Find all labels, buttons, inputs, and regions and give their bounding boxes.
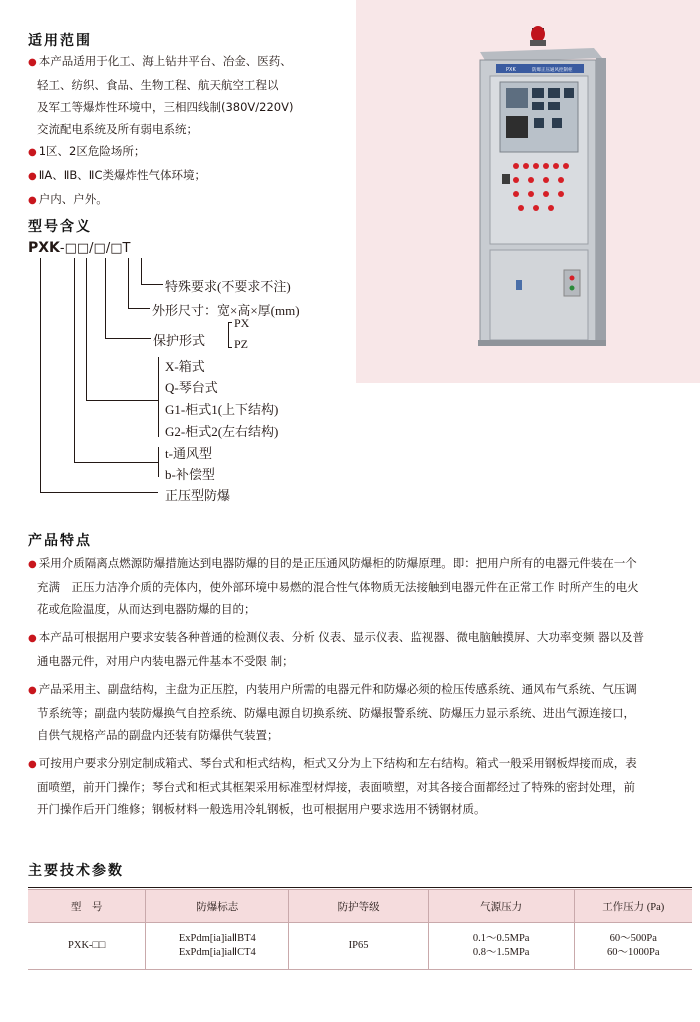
bullet-icon: ● bbox=[28, 559, 37, 570]
label-x: X-箱式 bbox=[165, 359, 205, 374]
label-protection-px: PX bbox=[234, 316, 250, 330]
specs-heading: 主要技术参数 bbox=[28, 863, 124, 879]
col-header: 防护等级 bbox=[289, 890, 428, 923]
label-protection-pz: PZ bbox=[234, 337, 249, 351]
feature-paragraph: ● 产品采用主、副盘结构，主盘为正压腔，内装用户所需的电器元件和防爆必须的检压传感系统、通风布气系统、气压调 节系统等；副盘内装防爆换气自控系统、防爆电源自切换系统、防爆报警系统、防爆压力显示系统、进出气源连接口， 自供气规格产品的副盘内还装有防爆供气装置； bbox=[28, 682, 637, 742]
list-item: ● 1区、2区危险场所； bbox=[28, 144, 146, 158]
bullet-icon: ● bbox=[28, 57, 37, 68]
col-header: 工作压力 (Pa) bbox=[574, 890, 692, 923]
list-item-continuation: 轻工、纺织、食品、生物工程、航天航空工程以 bbox=[37, 78, 279, 92]
label-main: 正压型防爆 bbox=[165, 488, 231, 503]
col-header: 气源压力 bbox=[428, 890, 574, 923]
bullet-icon: ● bbox=[28, 147, 37, 158]
cell-ip: IP65 bbox=[289, 923, 428, 970]
bullet-icon: ● bbox=[28, 633, 37, 644]
list-item-continuation: 交流配电系统及所有弱电系统； bbox=[37, 122, 198, 136]
svg-text:PXK: PXK bbox=[506, 67, 516, 73]
label-g2: G2-柜式2(左右结构) bbox=[165, 424, 279, 439]
cell-model: PXK-□□ bbox=[28, 923, 146, 970]
svg-text:防爆正压通风控制柜: 防爆正压通风控制柜 bbox=[532, 68, 573, 73]
cell-work-pressure: 60～500Pa 60～1000Pa bbox=[574, 923, 692, 970]
model-code-rest: -□□/□/□T bbox=[59, 241, 131, 256]
application-list bbox=[28, 50, 348, 212]
table-header-row bbox=[28, 890, 692, 923]
label-q: Q-琴台式 bbox=[165, 380, 218, 395]
feature-paragraph: ● 采用介质隔离点燃源防爆措施达到电器防爆的目的是正压通风防爆柜的防爆原理。即：把用户所有的电器元件装在一个 充满 正压力洁净介质的壳体内，使外部环境中易燃的混合性气体物质无法接触到电器元件在正常工作 时所产生的电火 花或危险温度，从而达到电器防爆的目的； bbox=[28, 556, 639, 616]
table-row bbox=[28, 923, 692, 970]
cell-air-pressure: 0.1～0.5MPa 0.8～1.5MPa bbox=[428, 923, 574, 970]
list-item-continuation: 及军工等爆炸性环境中，三相四线制(380V/220V) bbox=[37, 100, 294, 114]
model-code-prefix: PXK bbox=[28, 240, 60, 256]
col-header: 防爆标志 bbox=[146, 890, 289, 923]
label-b: b-补偿型 bbox=[165, 467, 215, 482]
bullet-icon: ● bbox=[28, 759, 37, 770]
label-dimensions: 外形尺寸：宽×高×厚(mm) bbox=[152, 303, 300, 318]
label-protection: 保护形式 bbox=[153, 333, 206, 348]
model-code bbox=[28, 240, 130, 256]
label-g1: G1-柜式1(上下结构) bbox=[165, 402, 279, 417]
feature-paragraph: ● 可按用户要求分别定制成箱式、琴台式和柜式结构，柜式又分为上下结构和左右结构。箱式一般采用钢板焊接而成，表 面喷塑，前开门操作；琴台式和柜式其框架采用标准型材焊接，表面喷塑，对其各接合面都经过了特殊的密封处理，前 开门操作后开门维修；钢板材料一般选用冷轧钢板，也可根据用户要求选用不锈钢材质。 bbox=[28, 756, 637, 816]
bullet-icon: ● bbox=[28, 171, 37, 182]
list-item: ● ⅡA、ⅡB、ⅡC类爆炸性气体环境； bbox=[28, 168, 206, 182]
table-top-rule bbox=[28, 887, 692, 888]
model-heading: 型号含义 bbox=[28, 219, 92, 235]
cabinet-illustration bbox=[356, 0, 700, 383]
bullet-icon: ● bbox=[28, 195, 37, 206]
list-item: ● 本产品适用于化工、海上钻井平台、冶金、医药、 bbox=[28, 54, 292, 68]
list-item: ● 户内、户外。 bbox=[28, 192, 108, 206]
product-image-panel bbox=[356, 0, 700, 383]
feature-paragraph: ● 本产品可根据用户要求安装各种普通的检测仪表、分析 仪表、显示仪表、监视器、微电脑触摸屏、大功率变频 器以及普 通电器元件，对用户内装电器元件基本不受限 制； bbox=[28, 630, 645, 668]
label-t: t-通风型 bbox=[165, 446, 212, 461]
bullet-icon: ● bbox=[28, 685, 37, 696]
label-special: 特殊要求(不要求不注) bbox=[165, 279, 291, 294]
features-heading: 产品特点 bbox=[28, 533, 92, 549]
application-heading: 适用范围 bbox=[28, 33, 92, 49]
specs-table bbox=[28, 889, 692, 970]
cell-mark: ExPdm[ia]iaⅡBT4 ExPdm[ia]iaⅡCT4 bbox=[146, 923, 289, 970]
col-header: 型 号 bbox=[28, 890, 146, 923]
